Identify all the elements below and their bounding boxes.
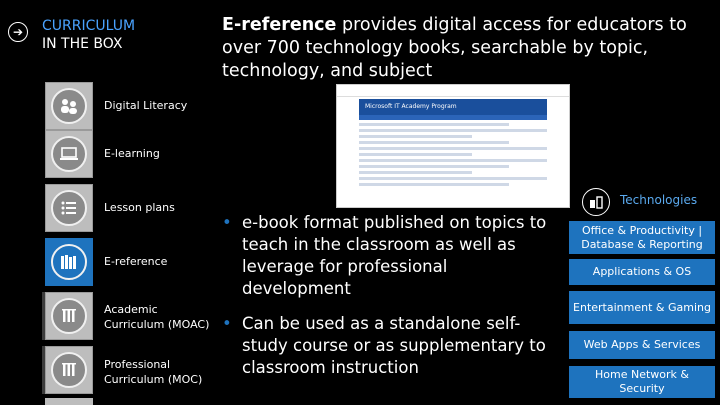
technologies-heading: Technologies (620, 193, 698, 207)
headline-bold: E-reference (222, 15, 337, 35)
thumb-topbar (337, 85, 569, 97)
sidebar-tile[interactable] (45, 292, 93, 340)
sidebar-item-digital-literacy[interactable] (0, 82, 215, 134)
sidebar-item-label: E-reference (104, 255, 168, 268)
sidebar-item-professional-curriculum[interactable] (0, 346, 215, 398)
thumb-banner: Microsoft IT Academy Program (359, 99, 547, 115)
section-title (42, 17, 135, 53)
bullet-text: Can be used as a standalone self-study course or as supplementary to classroom instruction (242, 314, 546, 377)
headline (222, 14, 692, 83)
sidebar-tile[interactable] (45, 130, 93, 178)
sidebar-tile[interactable] (45, 82, 93, 130)
network-icon (582, 188, 610, 216)
sidebar-item-e-learning[interactable] (0, 130, 215, 182)
sidebar-item-label: E-learning (104, 147, 160, 160)
sidebar-item-label: Academic Curriculum (MOAC) (104, 303, 210, 331)
tech-button-home-network-security[interactable]: Home Network & Security (569, 366, 715, 398)
bullet-dot: • (222, 314, 232, 333)
section-title-line2: IN THE BOX (42, 36, 123, 52)
tech-button-applications-os[interactable]: Applications & OS (569, 259, 715, 285)
laptop-icon (51, 136, 87, 172)
sidebar-tile-partial (45, 398, 93, 405)
sidebar-item-e-reference[interactable] (0, 238, 215, 290)
people-icon (51, 88, 87, 124)
tech-button-office-productivity[interactable]: Office & Productivity | Database & Reporting (569, 221, 715, 254)
technologies-header (580, 186, 720, 216)
tech-button-web-apps-services[interactable]: Web Apps & Services (569, 331, 715, 359)
sidebar-item-label: Digital Literacy (104, 99, 188, 112)
bullet-list (222, 212, 547, 392)
book-stack-icon (51, 298, 87, 334)
bullet-item (222, 313, 547, 379)
sidebar-tile[interactable] (45, 184, 93, 232)
e-reference-screenshot (336, 84, 570, 208)
sidebar (0, 72, 215, 405)
section-title-line1: CURRICULUM (42, 18, 136, 34)
sidebar-item-academic-curriculum[interactable] (0, 292, 215, 344)
sidebar-item-lesson-plans[interactable] (0, 184, 215, 236)
sidebar-item-label: Professional Curriculum (MOC) (104, 358, 203, 386)
arrow-right-circle-icon[interactable]: ➔ (8, 22, 28, 42)
bullet-text: e-book format published on topics to teach in the classroom as well as leverage for professional development (242, 213, 547, 298)
list-icon (51, 190, 87, 226)
thumb-navstrip (359, 115, 547, 120)
sidebar-tile-active[interactable] (45, 238, 93, 286)
book-stack-icon (51, 352, 87, 388)
headline-rest: provides digital access for educators to over 700 technology books, searchable by topic, technology, and subject (222, 15, 687, 81)
thumb-body (359, 123, 547, 186)
sidebar-item-label: Lesson plans (104, 201, 175, 214)
sidebar-tile[interactable] (45, 346, 93, 394)
books-icon (51, 244, 87, 280)
bullet-item (222, 212, 547, 300)
tech-button-entertainment-gaming[interactable]: Entertainment & Gaming (569, 291, 715, 324)
bullet-dot: • (222, 213, 232, 232)
